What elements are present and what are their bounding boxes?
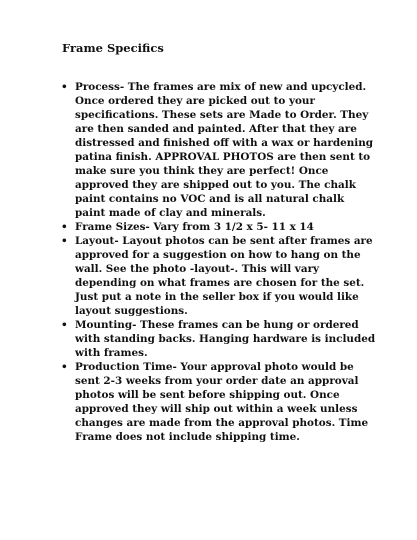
spec-item-process: • Process- The frames are mix of new and upcycled. Once ordered they are picked out to your specifications. These sets are Made to Order. They are then sanded and painted. After that they are distressed and finished off with a wax or hardening patina finish. APPROVAL PHOTOS are then sent to make sure you think they are perfect! Once approved they are shipped out to you. The chalk paint contains no VOC and is all natural chalk paint made of clay and minerals. xyxy=(60,80,376,220)
document-title: Frame Specifics xyxy=(62,41,164,55)
spec-list xyxy=(60,80,376,444)
spec-item-layout: • Layout- Layout photos can be sent after frames are approved for a suggestion on how to hang on the wall. See the photo -layout-. This will vary depending on what frames are chosen for the set. Just put a note in the seller box if you would like layout suggestions. xyxy=(60,234,376,318)
spec-item-frame-sizes: • Frame Sizes- Vary from 3 1/2 x 5- 11 x 14 xyxy=(60,220,376,234)
spec-item-production-time: • Production Time- Your approval photo would be sent 2-3 weeks from your order date an approval photos will be sent before shipping out. Once approved they will ship out within a week unless changes are made from the approval photos. Time Frame does not include shipping time. xyxy=(60,360,376,444)
spec-item-mounting: • Mounting- These frames can be hung or ordered with standing backs. Hanging hardware is included with frames. xyxy=(60,318,376,360)
